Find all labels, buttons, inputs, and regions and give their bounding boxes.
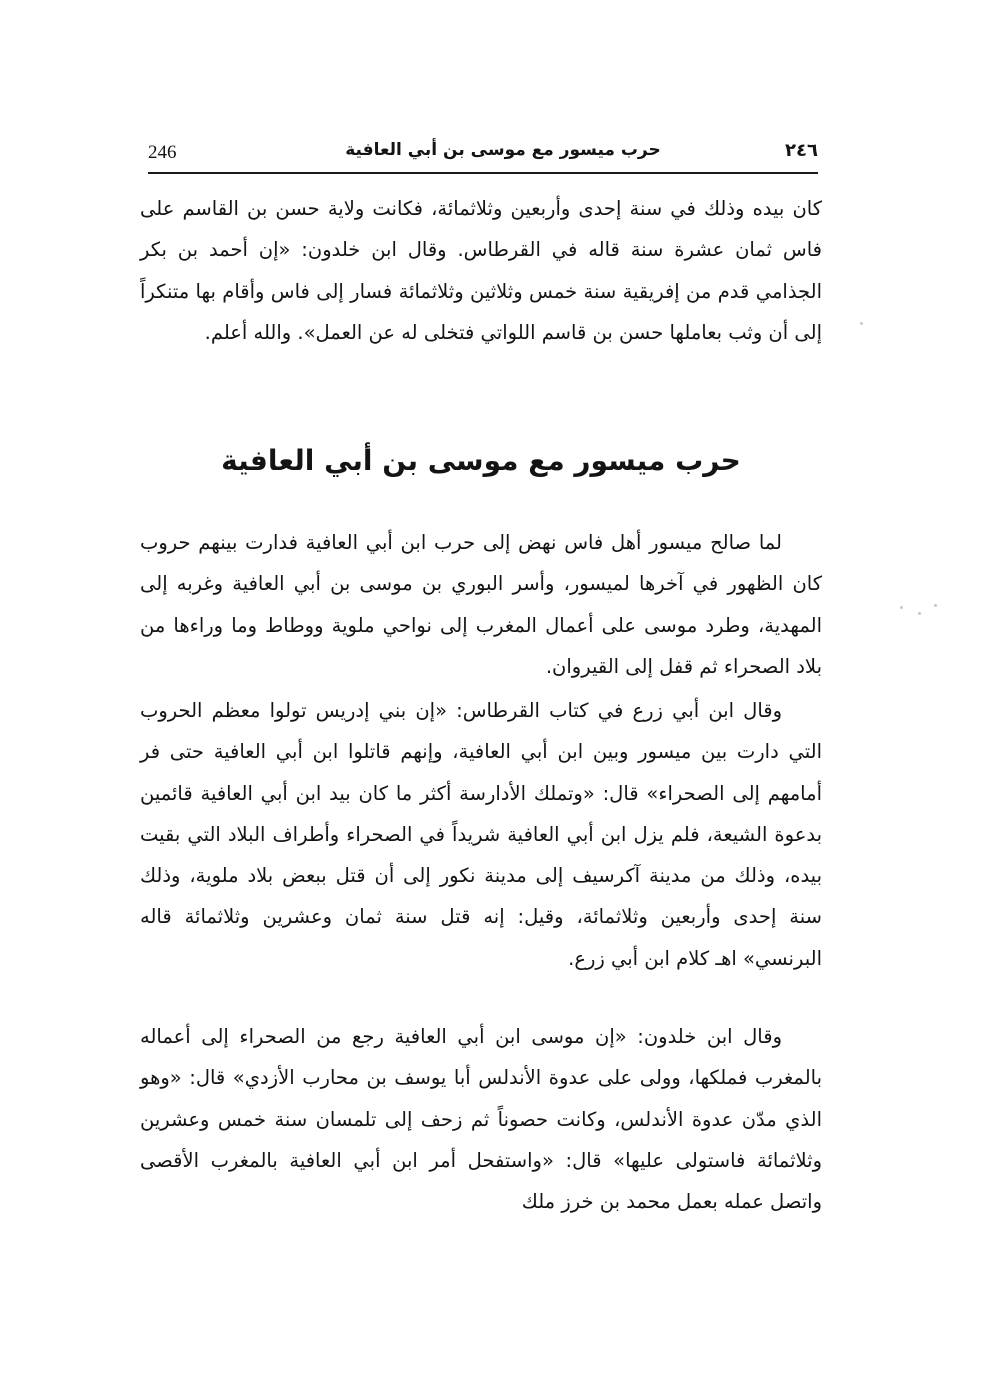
section-title: حرب ميسور مع موسى بن أبي العافية — [221, 444, 741, 477]
page-number-latin: 246 — [148, 142, 177, 163]
body-paragraph: وقال ابن أبي زرع في كتاب القرطاس: «إن بني إدريس تولوا معظم الحروب التي دارت بين ميسور وبين ابن أبي العافية، وإنهم قاتلوا ابن أبي العافية حتى فر أمامهم إلى الصحراء» قال: «وتملك الأدارسة أكثر ما كان بيد ابن أبي العافية قائمين بدعوة الشيعة، فلم يزل ابن أبي العافية شريداً في الصحراء وأطراف البلاد التي بقيت بيده، وذلك من مدينة آكرسيف إلى مدينة نكور إلى أن قتل ببعض بلاد ملوية، وذلك سنة إحدى وأربعين وثلاثمائة، وقيل: إنه قتل سنة ثمان وعشرين وثلاثمائة قاله البرنسي» اهـ كلام ابن أبي زرع. — [140, 699, 822, 970]
body-paragraph: لما صالح ميسور أهل فاس نهض إلى حرب ابن أبي العافية فدارت بينهم حروب كان الظهور في آخرها لميسور، وأسر البوري بن موسى بن أبي العافية وغربه إلى المهدية، وطرد موسى على أعمال المغرب إلى نواحي ملوية ووطاط وما وراءها من بلاد الصحراء ثم قفل إلى القيروان. — [140, 531, 822, 678]
intro-paragraph: كان بيده وذلك في سنة إحدى وأربعين وثلاثمائة، فكانت ولاية حسن بن القاسم على فاس ثمان عشرة سنة قاله في القرطاس. وقال ابن خلدون: «إن أحمد بن بكر الجذامي قدم من إفريقية سنة خمس وثلاثين وثلاثمائة فسار إلى فاس وأقام بها متنكراً إلى أن وثب بعاملها حسن بن قاسم اللواتي فتخلى له عن العمل». والله أعلم. — [140, 197, 822, 344]
body-paragraph: وقال ابن خلدون: «إن موسى ابن أبي العافية رجع من الصحراء إلى أعماله بالمغرب فملكها، وولى على عدوة الأندلس أبا يوسف بن محارب الأزدي» قال: «وهو الذي مدّن عدوة الأندلس، وكانت حصوناً ثم زحف إلى تلمسان سنة خمس وعشرين وثلاثمائة فاستولى عليها» قال: «واستفحل أمر ابن أبي العافية بالمغرب الأقصى واتصل عمله بعمل محمد بن خرز ملك — [140, 1025, 822, 1214]
header-rule — [148, 172, 818, 174]
page-number-arabic: ٢٤٦ — [785, 140, 818, 161]
scan-speck — [900, 606, 903, 609]
scan-speck — [934, 604, 937, 607]
scan-speck — [918, 612, 921, 615]
running-header — [148, 140, 818, 170]
running-title: حرب ميسور مع موسى بن أبي العافية — [345, 140, 661, 160]
scan-speck — [860, 322, 863, 325]
